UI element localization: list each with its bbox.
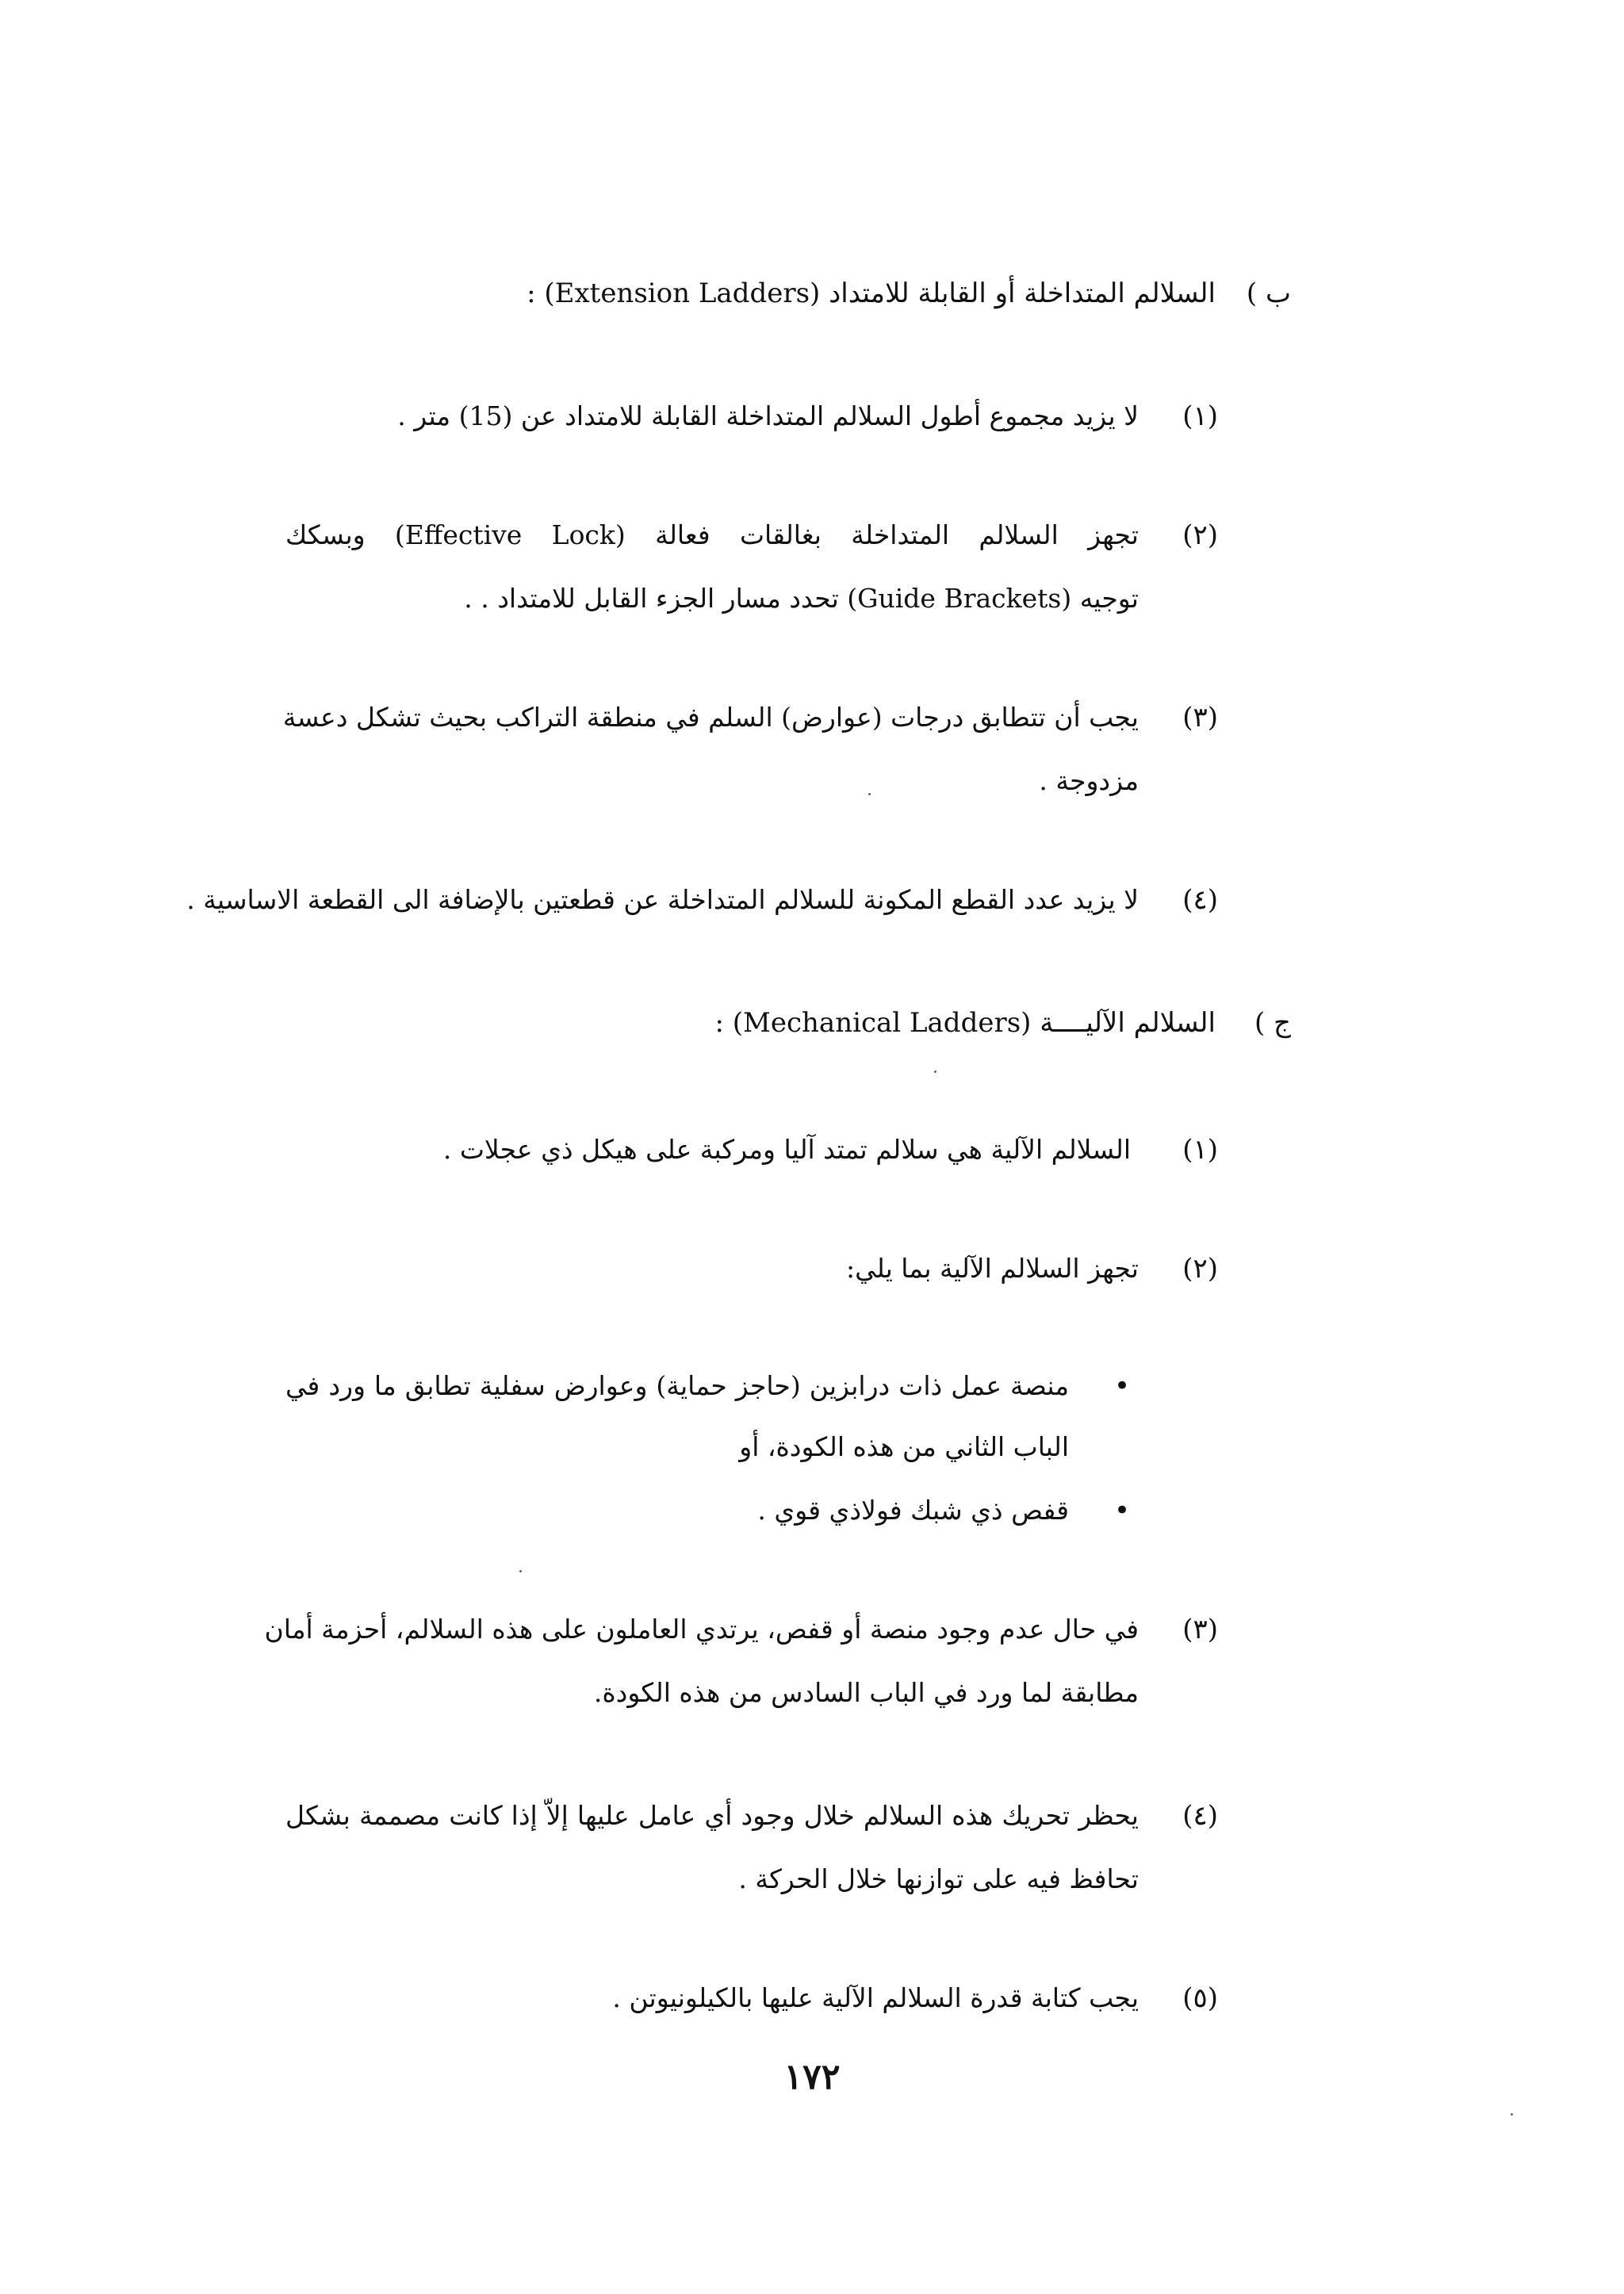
section-c-item-4-line-1: يحظر تحريك هذه السلالم خلال وجود أي عامل عليها إلاّ إذا كانت مصممة بشكل — [285, 1800, 1139, 1831]
section-b-heading: السلالم المتداخلة أو القابلة للامتداد (Extension Ladders) : — [527, 278, 1216, 309]
section-c-item-3-line-2: مطابقة لما ورد في الباب السادس من هذه الكودة. — [593, 1677, 1139, 1708]
scan-speck — [868, 793, 871, 795]
section-b-item-4-number: (٤) — [1182, 884, 1218, 916]
section-b-item-3-line-2: مزدوجة . — [1039, 765, 1139, 796]
section-c-item-2-text: تجهز السلالم الآلية بما يلي: — [846, 1253, 1139, 1284]
section-c-item-1-number: (١) — [1182, 1134, 1218, 1166]
bullet-1-line-1: منصة عمل ذات درابزين (حاجز حماية) وعوارض سفلية تطابق ما ورد في — [285, 1370, 1069, 1401]
section-b-item-3-number: (٣) — [1182, 702, 1218, 733]
section-c-item-4-line-2: تحافظ فيه على توازنها خلال الحركة . — [738, 1863, 1139, 1894]
bullet-1-symbol: • — [1114, 1370, 1131, 1402]
section-c-item-5-text: يجب كتابة قدرة السلالم الآلية عليها بالكيلونيوتن . — [612, 1982, 1139, 2013]
section-c-item-3-line-1: في حال عدم وجود منصة أو قفص، يرتدي العاملون على هذه السلالم، أحزمة أمان — [264, 1614, 1139, 1645]
section-c-heading: السلالم الآليــــة (Mechanical Ladders) : — [714, 1007, 1216, 1039]
bullet-2-symbol: • — [1114, 1495, 1131, 1526]
section-c-item-3-number: (٣) — [1182, 1614, 1218, 1645]
scan-speck — [934, 1070, 936, 1073]
section-b-item-1-number: (١) — [1182, 400, 1218, 432]
page-number: ١٧٢ — [783, 2057, 841, 2097]
bullet-2-line-1: قفص ذي شبك فولاذي قوي . — [757, 1495, 1069, 1526]
section-c-marker: ج ) — [1254, 1007, 1291, 1039]
section-b-item-1-text: لا يزيد مجموع أطول السلالم المتداخلة القابلة للامتداد عن (15) متر . — [397, 400, 1139, 431]
scan-speck — [1511, 2113, 1513, 2116]
section-c-item-4-number: (٤) — [1182, 1800, 1218, 1832]
section-b-item-2-line-1: تجهز السلالم المتداخلة بغالقات فعالة (Effective Lock) وبسكك — [285, 519, 1139, 550]
section-b-item-2-number: (٢) — [1182, 519, 1218, 551]
section-b-marker: ب ) — [1246, 278, 1291, 309]
section-c-item-1-text: السلالم الآلية هي سلالم تمتد آليا ومركبة على هيكل ذي عجلات . — [442, 1134, 1131, 1165]
section-b-item-4-text: لا يزيد عدد القطع المكونة للسلالم المتداخلة عن قطعتين بالإضافة الى القطعة الاساسية . — [186, 884, 1139, 915]
section-c-item-5-number: (٥) — [1182, 1982, 1218, 2014]
section-c-item-2-number: (٢) — [1182, 1253, 1218, 1285]
scan-speck — [519, 1570, 522, 1572]
bullet-1-line-2: الباب الثاني من هذه الكودة، أو — [739, 1431, 1069, 1462]
section-b-item-2-line-2: توجيه (Guide Brackets) تحدد مسار الجزء القابل للامتداد . . — [464, 583, 1139, 614]
section-b-item-3-line-1: يجب أن تتطابق درجات (عوارض) السلم في منطقة التراكب بحيث تشكل دعسة — [282, 702, 1139, 733]
